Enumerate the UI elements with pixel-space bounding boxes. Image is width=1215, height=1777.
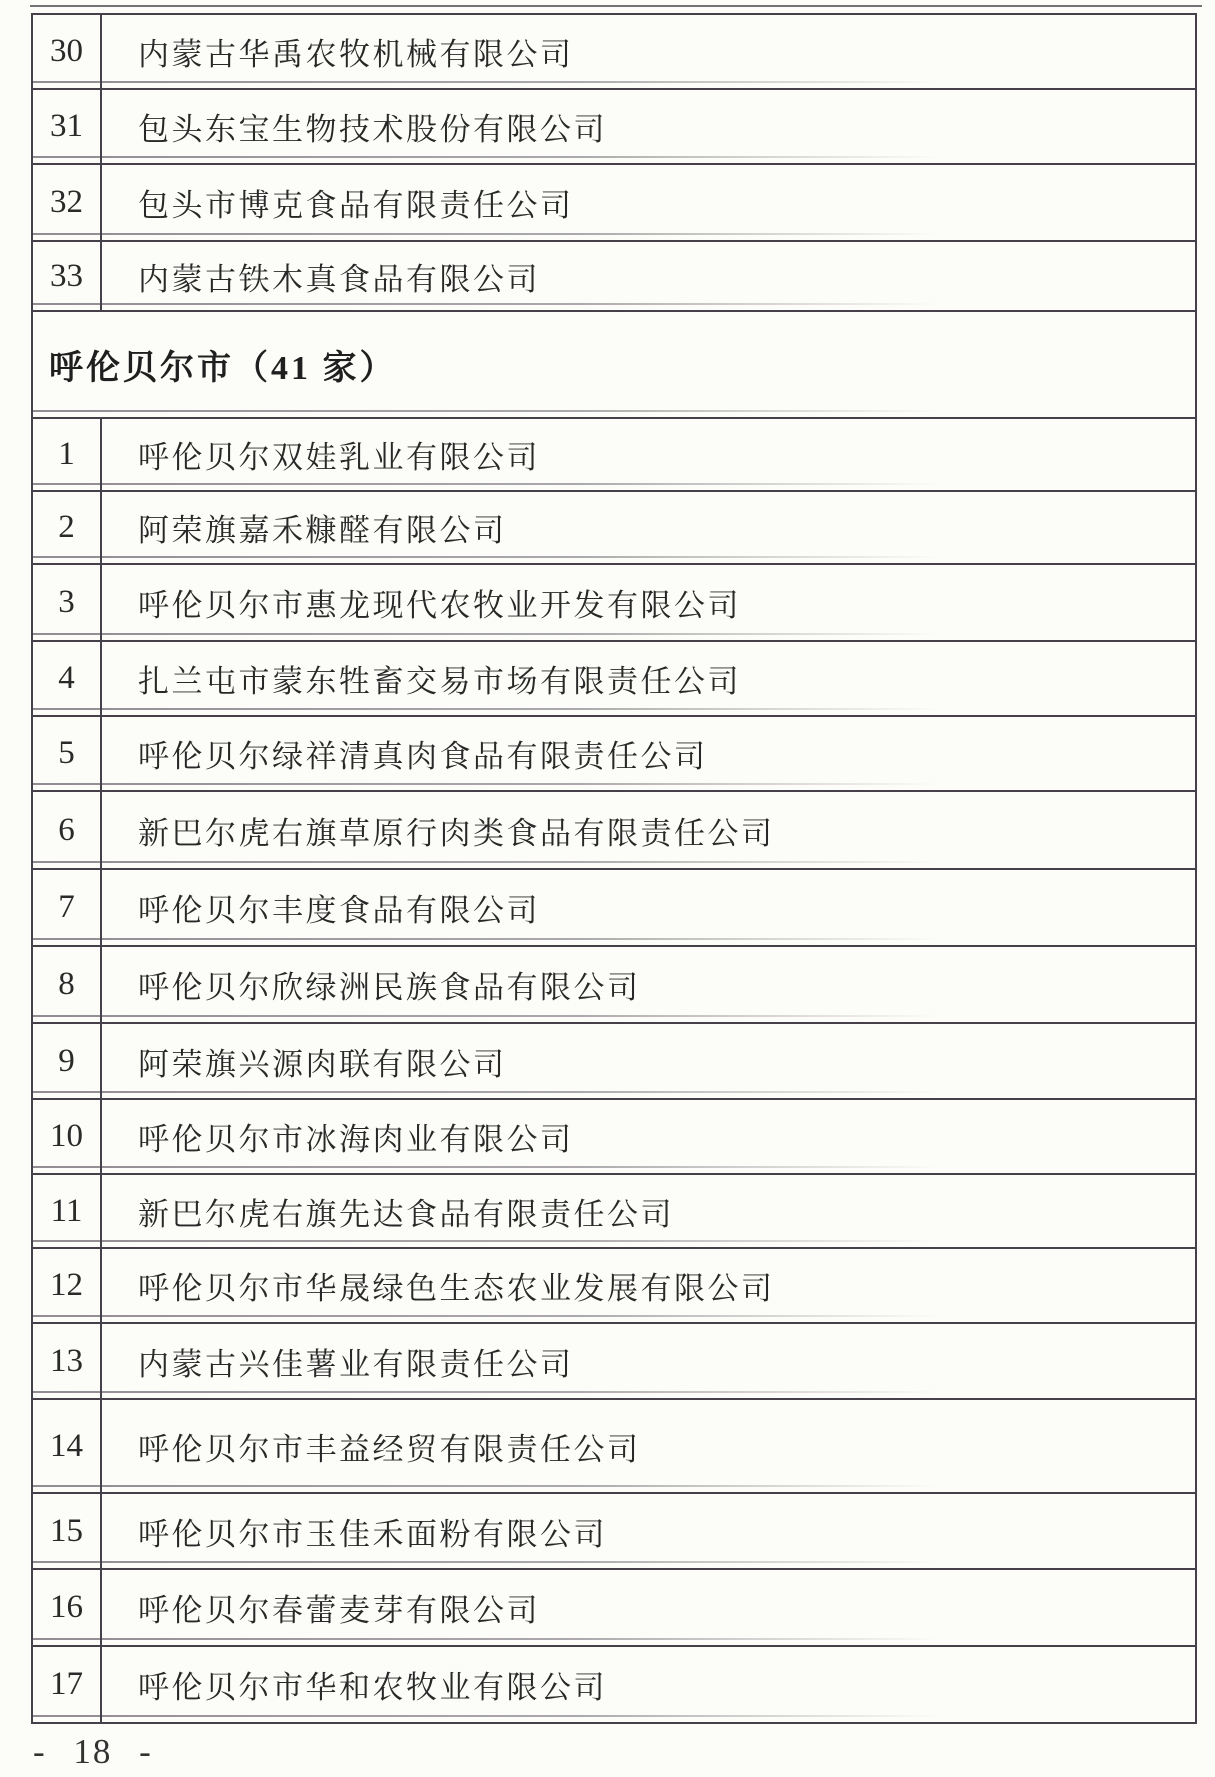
table-row — [33, 492, 1195, 565]
table-row — [33, 1494, 1195, 1570]
table-row — [33, 1647, 1195, 1722]
row-number: 16 — [33, 1570, 102, 1645]
table-row — [33, 565, 1195, 642]
table-row — [33, 792, 1195, 870]
section-header-row — [33, 312, 1195, 419]
table-row — [33, 1249, 1195, 1324]
table-row — [33, 1324, 1195, 1400]
company-name: 包头市博克食品有限责任公司 — [138, 188, 574, 223]
row-number: 17 — [33, 1647, 102, 1722]
company-name: 阿荣旗嘉禾糠醛有限公司 — [138, 513, 507, 548]
row-number: 2 — [33, 492, 102, 563]
row-number: 10 — [33, 1100, 102, 1173]
row-number: 12 — [33, 1249, 102, 1322]
company-name: 呼伦贝尔市冰海肉业有限公司 — [138, 1122, 574, 1157]
company-name: 阿荣旗兴源肉联有限公司 — [138, 1046, 507, 1082]
table-row — [33, 90, 1195, 165]
section-header-label: 呼伦贝尔市（41 家） — [49, 350, 397, 387]
row-number: 5 — [33, 717, 102, 790]
row-number: 6 — [33, 792, 102, 868]
table-row — [33, 242, 1195, 312]
table-row — [33, 870, 1195, 947]
table-row — [33, 1570, 1195, 1647]
row-number: 13 — [33, 1324, 102, 1398]
company-name: 呼伦贝尔绿祥清真肉食品有限责任公司 — [138, 739, 708, 774]
table-row — [33, 1024, 1195, 1100]
row-number: 9 — [33, 1024, 102, 1098]
row-number: 14 — [33, 1400, 102, 1492]
previous-row-border-line — [30, 5, 1202, 7]
row-number: 30 — [33, 15, 102, 88]
company-name: 新巴尔虎右旗草原行肉类食品有限责任公司 — [138, 815, 775, 851]
table-row — [33, 717, 1195, 792]
table-row — [33, 1100, 1195, 1175]
company-name: 呼伦贝尔春蕾麦芽有限公司 — [138, 1593, 540, 1628]
row-number: 32 — [33, 165, 102, 240]
company-name: 呼伦贝尔双娃乳业有限公司 — [138, 440, 540, 475]
company-table — [31, 13, 1197, 1724]
company-name: 呼伦贝尔市华和农牧业有限公司 — [138, 1670, 607, 1705]
row-number: 4 — [33, 642, 102, 715]
company-name: 呼伦贝尔丰度食品有限公司 — [138, 893, 540, 928]
company-name: 扎兰屯市蒙东牲畜交易市场有限责任公司 — [138, 664, 741, 699]
table-row — [33, 642, 1195, 717]
company-name: 包头东宝生物技术股份有限公司 — [138, 112, 607, 147]
row-number: 7 — [33, 870, 102, 945]
table-row — [33, 1175, 1195, 1249]
company-name: 内蒙古华禹农牧机械有限公司 — [138, 37, 574, 72]
table-row — [33, 1400, 1195, 1494]
company-name: 呼伦贝尔市玉佳禾面粉有限公司 — [138, 1516, 607, 1552]
table-row — [33, 419, 1195, 492]
company-name: 呼伦贝尔市华晟绿色生态农业发展有限公司 — [138, 1271, 775, 1306]
table-row — [33, 15, 1195, 90]
row-number: 33 — [33, 242, 102, 310]
company-name: 内蒙古兴佳薯业有限责任公司 — [138, 1346, 574, 1382]
company-name: 内蒙古铁木真食品有限公司 — [138, 261, 540, 297]
company-name: 新巴尔虎右旗先达食品有限责任公司 — [138, 1196, 674, 1232]
row-number: 15 — [33, 1494, 102, 1568]
company-name: 呼伦贝尔市惠龙现代农牧业开发有限公司 — [138, 588, 741, 623]
table-row — [33, 947, 1195, 1024]
row-number: 31 — [33, 90, 102, 163]
table-row — [33, 165, 1195, 242]
row-number: 3 — [33, 565, 102, 640]
row-number: 1 — [33, 419, 102, 490]
row-number: 11 — [33, 1175, 102, 1247]
company-name: 呼伦贝尔欣绿洲民族食品有限公司 — [138, 970, 641, 1005]
company-name: 呼伦贝尔市丰益经贸有限责任公司 — [138, 1431, 641, 1467]
page-number: - 18 - — [33, 1732, 153, 1771]
row-number: 8 — [33, 947, 102, 1022]
